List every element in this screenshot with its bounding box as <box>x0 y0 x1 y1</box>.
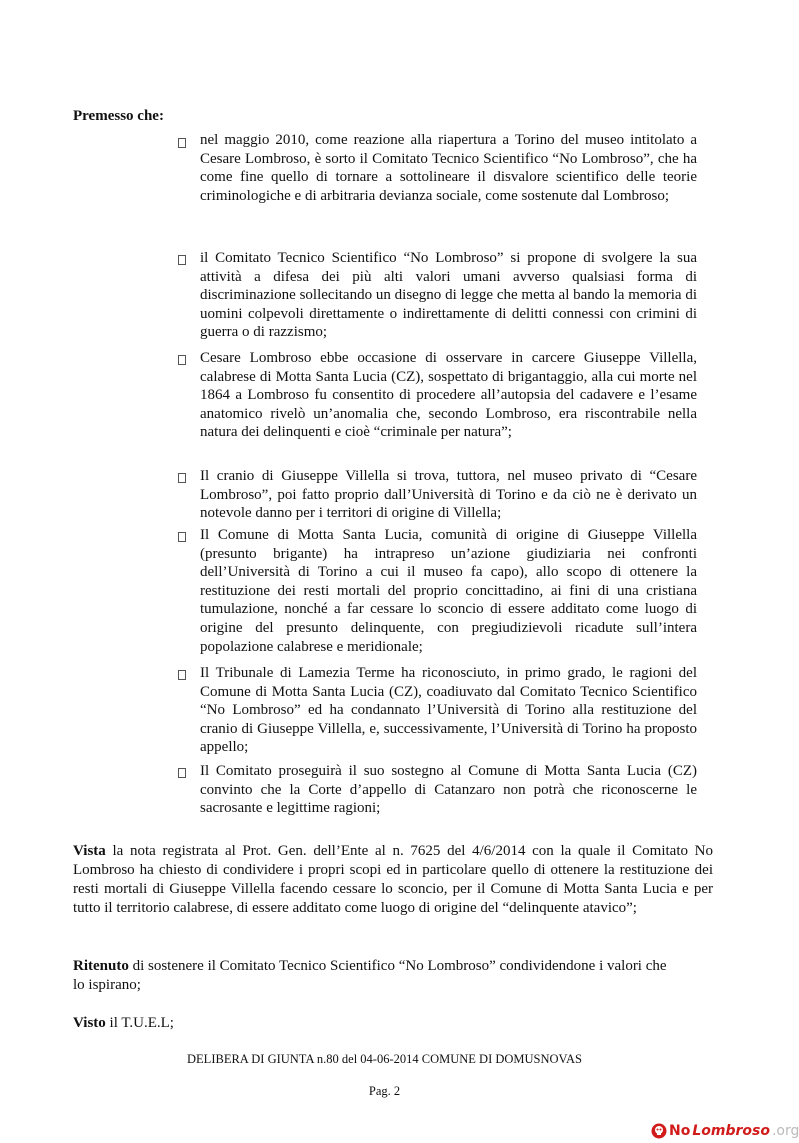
visto-text: il T.U.E.L; <box>105 1015 174 1031</box>
bullet-box-icon <box>178 532 186 542</box>
bullet-box-icon <box>178 355 186 365</box>
list-item: Il Comitato proseguirà il suo sostegno al Comune di Motta Santa Lucia (CZ) convinto che la Corte d’appello di Catanzaro non potrà che riconoscerne le sacrosante e legittime ragioni; <box>200 763 697 817</box>
section-heading: Premesso che: <box>73 108 164 124</box>
list-item: il Comitato Tecnico Scientifico “No Lombroso” si propone di svolgere la sua attività a difesa dei più alti valori umani avverso qualsiasi forma di discriminazione sollecitando un disegno di legge che metta al bando la memoria di uomini colpevoli direttamente o indirettamente di delitti connessi con crimini di guerra o di razzismo; <box>200 250 697 341</box>
vista-text: la nota registrata al Prot. Gen. dell’Ente al n. 7625 del 4/6/2014 con la quale il Comitato No Lombroso ha chiesto di condividere i propri scopi ed in particolare quello di ottenere la restituzione dei resti mortali di Giuseppe Villella facendo cessare lo sconcio, per il Comune di Motta Santa Lucia e per tutto il territorio calabrese, di essere additato come luogo di origine del “delinquente atavico”; <box>73 843 713 916</box>
ritenuto-text: di sostenere il Comitato Tecnico Scientifico “No Lombroso” condividendone i valori che lo ispirano; <box>73 958 667 993</box>
watermark-lombroso: Lombroso <box>692 1123 770 1139</box>
list-item: Cesare Lombroso ebbe occasione di osservare in carcere Giuseppe Villella, calabrese di Motta Santa Lucia (CZ), sospettato di brigantaggio, alla cui morte nel 1864 a Lombroso fu consentito di procedere all’autopsia del cadavere e l’esame anatomico rivelò un’anomalia che, secondo Lombroso, era riscontrabile nella natura dei delinquenti e cioè “criminale per natura”; <box>200 350 697 441</box>
watermark-logo <box>651 1121 799 1141</box>
ritenuto-label: Ritenuto <box>73 958 129 974</box>
skull-icon <box>651 1123 667 1139</box>
bullet-box-icon <box>178 138 186 148</box>
list-item: nel maggio 2010, come reazione alla riapertura a Torino del museo intitolato a Cesare Lombroso, è sorto il Comitato Tecnico Scientifico “No Lombroso”, che ha come fine quello di tornare a sottolineare il disvalore scientifico delle teorie criminologiche e di arbitraria devianza sociale, come sostenute dal Lombroso; <box>200 132 697 204</box>
list-item: Il Comune di Motta Santa Lucia, comunità di origine di Giuseppe Villella (presunto brigante) ha intrapreso un’azione giudiziaria nei confronti dell’Università di Torino a cui il museo fa capo), allo scopo di ottenere la restituzione dei resti mortali del proprio concittadino, ai fini di una cristiana tumulazione, nonché a far cessare lo sconcio di essere additato come luogo di origine del presunto delinquente, con pregiudizievoli ricadute sull’intera popolazione calabrese e meridionale; <box>200 527 697 655</box>
vista-label: Vista <box>73 843 106 859</box>
footer-delibera: DELIBERA DI GIUNTA n.80 del 04-06-2014 COMUNE DI DOMUSNOVAS <box>187 1052 582 1066</box>
visto-label: Visto <box>73 1015 106 1031</box>
bullet-box-icon <box>178 670 186 680</box>
list-item: Il cranio di Giuseppe Villella si trova, tuttora, nel museo privato di “Cesare Lombroso”, poi fatto proprio dall’Università di Torino e da ciò ne è derivato un notevole danno per i territori di origine di Villella; <box>200 468 697 522</box>
watermark-no: No <box>669 1123 691 1139</box>
ritenuto-paragraph <box>73 957 673 995</box>
bullet-box-icon <box>178 255 186 265</box>
list-item: Il Tribunale di Lamezia Terme ha riconosciuto, in primo grado, le ragioni del Comune di Motta Santa Lucia (CZ), coadiuvato dal Comitato Tecnico Scientifico “No Lombroso” ed ha condannato l’Università di Torino alla restituzione del cranio di Giuseppe Villella, e, successivamente, l’Università di Torino ha proposto appello; <box>200 665 697 756</box>
page-number: Pag. 2 <box>368 1084 401 1098</box>
watermark-org: .org <box>771 1123 799 1139</box>
bullet-box-icon <box>178 473 186 483</box>
visto-paragraph <box>73 1014 713 1033</box>
vista-paragraph <box>73 842 713 918</box>
bullet-box-icon <box>178 768 186 778</box>
